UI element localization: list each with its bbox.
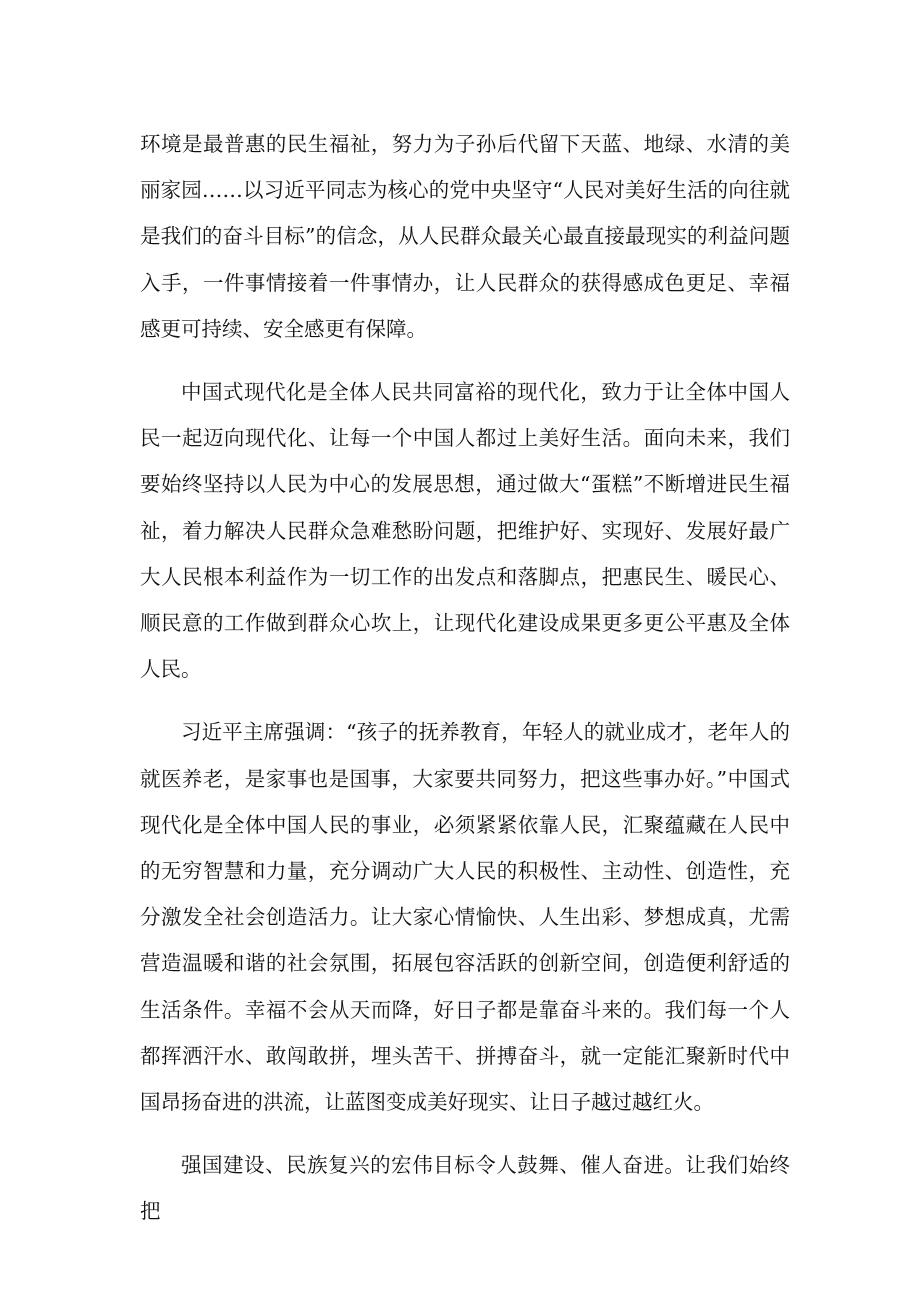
paragraph-2: 中国式现代化是全体人民共同富裕的现代化，致力于让全体中国人民一起迈向现代化、让每一个中国人都过上美好生活。面向未来，我们要始终坚持以人民为中心的发展思想，通过做大“蛋糕”不断增进民生福祉，着力解决人民群众急难愁盼问题，把维护好、实现好、发展好最广大人民根本利益作为一切工作的出发点和落脚点，把惠民生、暖民心、顺民意的工作做到群众心坎上，让现代化建设成果更多更公平惠及全体人民。 [140,380,790,682]
paragraph-4: 强国建设、民族复兴的宏伟目标令人鼓舞、催人奋进。让我们始终把 [140,1153,790,1224]
document-body [140,121,790,1235]
paragraph-1: 环境是最普惠的民生福祉，努力为子孙后代留下天蓝、地绿、水清的美丽家园……以习近平同志为核心的党中央坚守“人民对美好生活的向往就是我们的奋斗目标”的信念，从人民群众最关心最直接最现实的利益问题入手，一件事情接着一件事情办，让人民群众的获得感成色更足、幸福感更可持续、安全感更有保障。 [140,132,790,341]
paragraph-3: 习近平主席强调：“孩子的抚养教育，年轻人的就业成才，老年人的就医养老，是家事也是国事，大家要共同努力，把这些事办好。”中国式现代化是全体中国人民的事业，必须紧紧依靠人民，汇聚蕴藏在人民中的无穷智慧和力量，充分调动广大人民的积极性、主动性、创造性，充分激发全社会创造活力。让大家心情愉快、人生出彩、梦想成真，尤需营造温暖和谐的社会氛围，拓展包容活跃的创新空间，创造便利舒适的生活条件。幸福不会从天而降，好日子都是靠奋斗来的。我们每一个人都挥洒汗水、敢闯敢拼，埋头苦干、拼搏奋斗，就一定能汇聚新时代中国昂扬奋进的洪流，让蓝图变成美好现实、让日子越过越红火。 [140,720,790,1115]
